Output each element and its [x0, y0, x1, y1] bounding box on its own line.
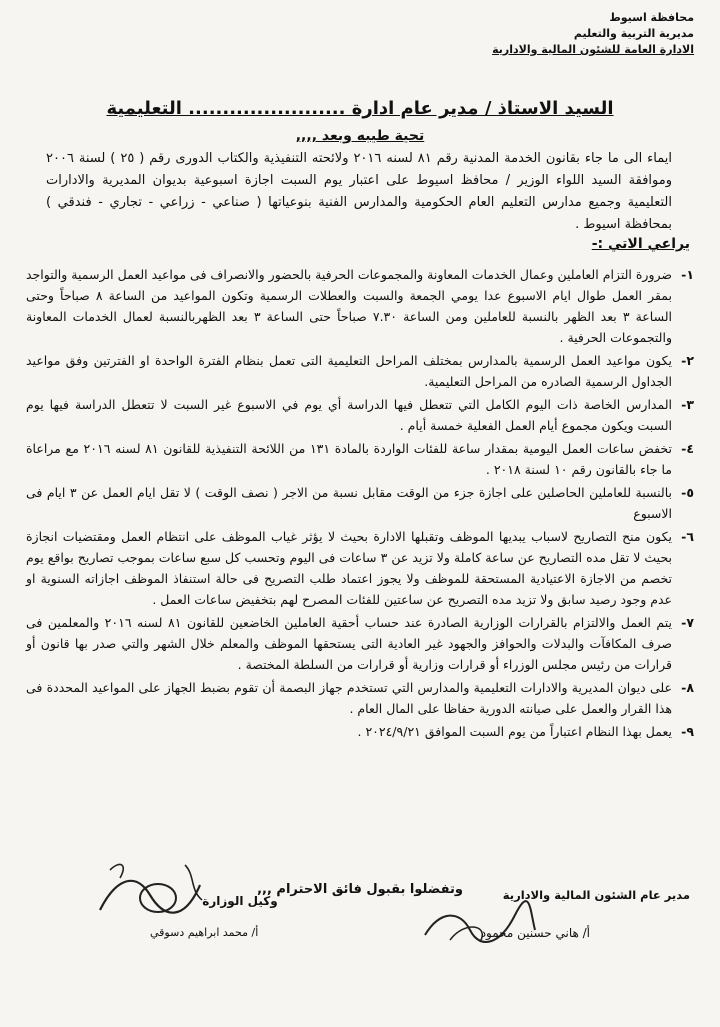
closing-line: وتفضلوا بقبول فائق الاحترام ,,,: [257, 882, 463, 897]
signature-right-scribble: [420, 900, 540, 950]
list-item: ٩- يعمل بهذا النظام اعتباراً من يوم السبت الموافق ٢٠٢٤/٩/٢١ .: [357, 724, 694, 739]
instructions-list: [26, 264, 694, 744]
signature-left-name: أ/ محمد ابراهيم دسوقي: [150, 926, 259, 939]
list-item: ٥- بالنسبة للعاملين الحاصلين على اجازة جزء من الوقت مقابل نسبة من الاجر ( نصف الوقت ) لا تقل ايام العمل عن ٣ ايام فى الاسبوع: [26, 485, 694, 521]
letterhead-department: الادارة العامة للشئون المالية والادارية: [492, 43, 694, 56]
list-item: ٨- على ديوان المديرية والادارات التعليمية والمدارس التي تستخدم جهاز البصمة أن تقوم بضبط الجهاز على المواعيد المحددة فى هذا القرار والعمل على صيانته الدورية حفاظا على المال العام .: [26, 680, 694, 716]
signature-right-title: مدير عام الشئون المالية والادارية: [502, 888, 690, 902]
signature-right-name: أ/ هاني حسنين محمود: [480, 926, 590, 940]
signature-left-scribble: [90, 850, 220, 930]
instructions-heading: يراعي الاتي :-: [591, 236, 690, 252]
signature-left-title: وكيل الوزارة: [202, 894, 278, 908]
letterhead: [494, 10, 694, 58]
list-item: ٧- يتم العمل والالتزام بالقرارات الوزارية الصادرة عند حساب أحقية العاملين الخاضعين للقانون ٨١ لسنه ٢٠١٦ والمعلمين فى صرف المكافآت والبدلات والحوافز والجهود غير العادية التى يستحقها الموظف والمعلم خلال الشهر والتي صدر بها قانون أو قرارات من رئيس مجلس الوزراء أو قرارات وزارية أو قرارات من السلطة المختصة .: [26, 615, 694, 672]
letterhead-directorate: مديرية التربية والتعليم: [573, 27, 694, 40]
greeting: تحية طيبه وبعد ,,,,: [295, 128, 425, 144]
list-item: ٤- تخفض ساعات العمل اليومية بمقدار ساعة للفئات الواردة بالمادة ١٣١ من اللائحة التنفيذية للقانون ٨١ لسنه ٢٠١٦ مع مراعاة ما جاء بالقانون رقم ١٠ لسنة ٢٠١٨ .: [26, 441, 694, 477]
intro-paragraph: ايماء الى ما جاء بقانون الخدمة المدنية رقم ٨١ لسنه ٢٠١٦ ولائحته التنفيذية والكتاب الدورى رقم ( ٢٥ ) لسنة ٢٠٠٦ وموافقة السيد اللواء الوزير / محافظ اسيوط على اعتبار يوم السبت اجازة اسبوعية بديوان المديرية والادارات التعليمية وجميع مدارس التعليم العام الحكومية والمدارس الفنية بنوعياتها ( صناعي - زراعي - تجاري - فندقي ) بمحافظة اسيوط .: [46, 151, 672, 232]
list-item: ٣- المدارس الخاصة ذات اليوم الكامل التي تتعطل فيها الدراسة أي يوم في الاسبوع غير السبت لا تتعطل الدراسة فيها يوم السبت ويكون مجموع أيام العمل الفعلية خمسة أيام .: [26, 397, 694, 433]
list-item: ١- ضرورة التزام العاملين وعمال الخدمات المعاونة والمجموعات الحرفية بالحضور والانصراف فى مواعيد العمل الرسمية والتواجد بمقر العمل طوال ايام الاسبوع عدا يومي الجمعة والسبت والعطلات الرسمية وتكون المواعيد من الساعة ٨ صباحاً وحتى الساعة ٣ بعد الظهر بالنسبة للعاملين ومن الساعة ٧.٣٠ صباحاً حتى الساعة ٣ بعد الظهربالنسبة لعمال الخدمات المعاونة والتجموعات الحرفية .: [26, 267, 694, 345]
list-item: ٦- يكون منح التصاريح لاسباب يبديها الموظف وتقبلها الادارة بحيث لا يؤثر غياب الموظف على انتظام العمل ومقتضيات انجازة بحيث لا تقل مده التصاريح عن ساعة كاملة ولا تزيد عن ٣ ساعات فى اليوم وتحسب كل سبع ساعات بموجب تصاريح بواقع يوم تخصم من الاجازة الاعتيادية المستحقة للموظف ولا يجوز اعتماد طلب التصريح فى حالة استنفاذ الموظف اجازاته السنوية او عدم وجود رصيد سابق ولا تزيد مده التصريح عن ساعتين للفئات المصرح لهم بتخفيض ساعات العمل .: [26, 529, 694, 607]
list-item: ٢- يكون مواعيد العمل الرسمية بالمدارس بمختلف المراحل التعليمية التى تعمل بنظام الفترة الواحدة او الفترتين وفق مواعيد الجداول الرسمية الصادره من المراحل التعليمية.: [26, 353, 694, 389]
letterhead-governorate: محافظة اسيوط: [609, 11, 694, 24]
addressee-title: السيد الاستاذ / مدير عام ادارة ....................... التعليمية: [106, 98, 614, 119]
